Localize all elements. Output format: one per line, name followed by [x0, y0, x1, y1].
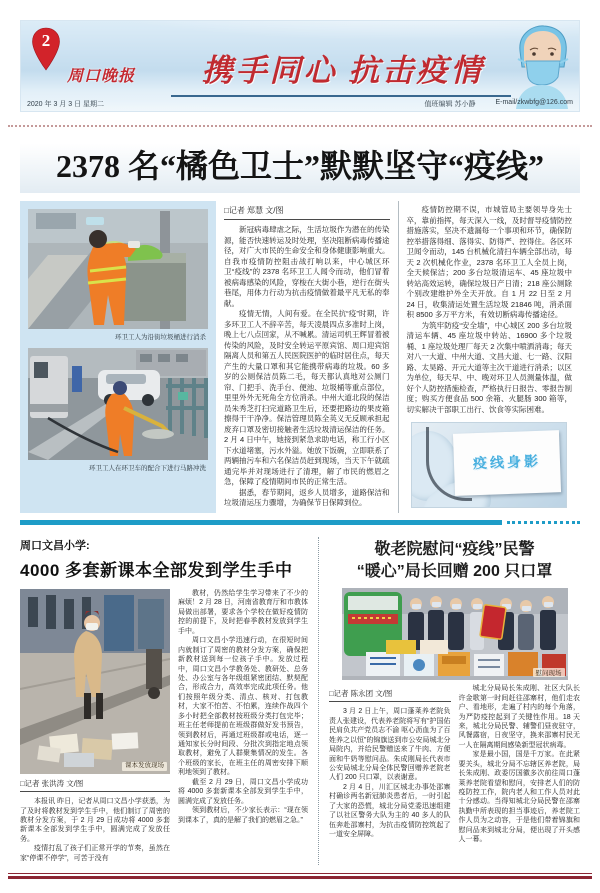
- article-school-column-1: [20, 589, 170, 863]
- masthead-banner: [20, 20, 580, 112]
- banner-rule: [171, 95, 511, 97]
- photo-textbook-distribution-image: [20, 589, 170, 774]
- article-police-headline-line2: “暖心”局长回赠 200 只口罩: [356, 562, 553, 580]
- photo-road-washing: [28, 348, 208, 460]
- paragraph: 本报讯 昨日，记者从周口文昌小学获悉，为了及时将教材发到学生手中，他们制订了周密的教材分发方案，于 2 月 29 日成功将 4000 多套新课本全部发到学生手中，圆满完成了发放任务。: [20, 798, 170, 843]
- paragraph: 家是最小国，国是千万家。在此紧要关头，城北分局不忘辖区养老院，局长朱成刚、政委厉国徽多次前往周口蓬莱养老院看望和慰问，安排老人们的防疫防控工作，院内老人和工作人员对此十分感动。当得知城北分局民警在邵寨执勤中所表现的担当事迹后，养老院工作人员为之动容，于是他们带着锦旗和慰问品来到城北分局，便出现了开头感人一幕。: [458, 751, 580, 844]
- photo-road-washing-image: [28, 348, 208, 460]
- article-police-headline-line1: 敬老院慰问“疫线”民警: [374, 541, 535, 558]
- paragraph: 2 月 4 日，川汇区城北办事处邵寨村确诊两名新冠肺炎患者后，一时引起了大家的恐慌，城北分局党委迅速组建了以社区警务大队为主的 40 多人的队伍奔赴邵寨村，为抗击疫情防控筑起了一道安全屏障。: [329, 783, 451, 838]
- photo-donation-scene-image: [342, 588, 568, 680]
- article-police-col1-text: [329, 707, 451, 839]
- teal-divider-dots: [507, 521, 580, 524]
- main-headline-block: [20, 135, 580, 193]
- bottom-articles: [20, 537, 580, 865]
- banner-slogan: 携手同心 抗击疫情: [201, 53, 485, 88]
- paragraph: 教材，仍然给学生学习带来了不少的麻烦！2 月 28 日，河南省教育厅和市教体局做出部署，要求各个学校在做好疫情防控的前提下，及时把春季教材发放到学生手中。: [178, 590, 308, 635]
- paragraph: 周口文昌小学迅速行动，在很短时间内就制订了周密的教材分发方案，确保把新教材送到每一位孩子手中。发放过程中，周口文昌小学教务处、教研处、总务处、办公室与各年级组紧密团结、默契配合，形成合力，高效率完成此项任务。他们按照年级分类、清点、核对、打包教材，大家不怕苦、不怕累，连续作战四个多小时把全部教材按班级分类打包完毕；班主任老师提前在班级群做好发书预告，领到教材后，再通过班级群或电话，逐一通知家长分时间段、分批次到指定地点领取教材，避免了人群聚集情况的发生。各个班级的家长，在班主任的周密安排下顺利地领到了教材。: [178, 637, 308, 777]
- paragraph: 据悉，春节期间，返乡人员增多，道路保洁和垃圾清运压力骤增，为确保节日保障到位。: [224, 487, 390, 508]
- article-school-body: [20, 589, 308, 863]
- photo-donation-scene: [342, 588, 568, 680]
- paragraph: 疫情打乱了孩子们正常开学的节奏，虽然在家“停课不停学”，可苦于没有: [20, 845, 170, 862]
- main-headline: 2378 名“橘色卫士”默默坚守“疫线”: [55, 148, 544, 184]
- paragraph: 3 月 2 日上午，周口蓬莱养老院负责人张建设，代表养老院将写有“护国佑民肩负共产党员志不渝 呕心沥血为了百姓养之以恒”的锦旗送到市公安局城北分局院内，并给民警赠送来了牛肉、方便面和牛奶等慰问品。朱成刚局长代表市公安局城北分局全体民警回赠养老院老人们 200 只口罩，以表谢意。: [329, 708, 451, 782]
- paragraph: 疫情无情，人间有爱。在全民抗“疫”时期，许多环卫工人不辞辛苦，每天凌晨四点多准时上岗，晚上七八点回家，从不喊累。清运司机王辉冒着被传染的风险，及时安全转运平原宾馆、周口迎宾馆隔离人员和第五人民医院医护的临时居住点，每天产生的大量口罩和其它能携带病毒的垃圾。60 多岁的公厕保洁员陈二毛，每天都认真地对公厕门帘、门把手、洗手台、便池、垃圾桶等重点部位，里里外外无死角全方位消杀。中州大道北段的保洁员朱秀芝打扫完道路卫生后，还要把路边的果皮箱擦得干干净净。保洁管理员陈全英义无反顾承担起废弃口罩及密切接触者生活垃圾清运保洁的任务。2 月 4 日中午，她接到紧急求助电话，称工行小区下水道堵塞，污水外溢。她放下饭碗，立即联系了两辆抽污车和六名保洁员赶到现场，当天下午就疏通完毕并对现场进行了清理，解了市民的燃眉之急，保障了疫情期间市民的正常生活。: [224, 309, 390, 487]
- paragraph: 领到教材后，不少家长表示：“现在领到课本了，真的是解了我们的燃眉之急。”: [178, 807, 308, 824]
- photo-bin-disinfection: [28, 209, 208, 329]
- paragraph: 为筑牢防疫“安全墙”，中心城区 200 多台垃圾清运车辆、45 座垃圾中转站、16900 多个垃圾桶、1 座垃圾处理厂每天 2 次集中喷洒消毒；每天对八一大道、中州大道、文昌大道、七一路、汉阳路、太昊路、开元大道等主次干道进行消杀；以区为单位，每天早、中、晚对环卫人员测量体温，做好个人防控措施检查，严格执行日报告、零报告制度；购买方便食品 500 余箱、火腿肠 300 箱等，切实解决干部职工出行、饮食等实际困难。: [406, 320, 572, 414]
- duty-editor: 值班编辑 苏小静: [424, 101, 476, 108]
- article-school-byline: □记者 张洪涛 文/图: [20, 779, 170, 792]
- article-school-column-2: [170, 589, 308, 863]
- top-dotted-rule: [8, 125, 592, 127]
- nurse-portrait-icon: [510, 23, 574, 109]
- teal-divider-bar: [20, 520, 502, 525]
- bottom-vertical-divider: [318, 537, 319, 865]
- photo-epidemic-frontline-badge: [412, 423, 566, 507]
- main-article-col2-text: [407, 205, 573, 415]
- article-police-col2-text: [459, 684, 581, 844]
- photo-bin-disinfection-image: [28, 209, 208, 329]
- photo-textbook-distribution: [20, 589, 170, 774]
- photo-police-caption: 慰问现场: [533, 668, 565, 677]
- article-school: [20, 537, 308, 865]
- article-police-column-2: [451, 684, 581, 844]
- main-article: [20, 201, 580, 513]
- photo1-caption: 环卫工人为沿街垃圾桶进行消杀: [115, 334, 206, 341]
- main-article-column-2: [398, 201, 581, 513]
- photo2-caption: 环卫工人在环卫车的配合下进行马路冲洗: [89, 465, 206, 472]
- article-police: [329, 537, 580, 865]
- article-police-byline: □记者 陈永团 文/图: [329, 689, 451, 702]
- article-police-body: [329, 684, 580, 844]
- article-school-kicker: 周口文昌小学:: [20, 540, 90, 552]
- footer-thick-rule: [8, 876, 592, 879]
- paragraph: 城北分局局长朱成刚、社区大队长许金歌第一时间赶往邵寨村，他们走农户、看地形，走遍了村内的每个角落，为严防疫控起到了关键性作用。18 天来，城北分局民警、辅警们昼夜驻守，风餐露宿，日夜坚守，换来邵寨村民无一人在隔离期间感染新型冠状病毒。: [458, 685, 580, 749]
- article-school-headline: 4000 多套新课本全部发到学生手中: [20, 561, 293, 580]
- teal-divider: [20, 520, 580, 525]
- paragraph: 截至 2 月 29 日，周口文昌小学成功将 4000 多套新课本全部发到学生手中，圆满完成了发放任务。: [178, 778, 308, 805]
- badge-card: [453, 430, 561, 496]
- page-number: 2: [41, 31, 51, 50]
- newspaper-name: 周口晚报: [67, 68, 136, 85]
- article-school-col1-text: [20, 797, 170, 863]
- banner-info-row: [27, 99, 573, 109]
- article-police-column-1: [329, 684, 451, 844]
- photo-school-caption: 课本发放现场: [122, 762, 167, 771]
- article-school-col2-text: [178, 589, 308, 825]
- issue-date: 2020 年 3 月 3 日 星期二: [27, 101, 105, 108]
- article-police-headline: [329, 539, 580, 582]
- contact-email: E-mail/zkwbfg@126.com: [495, 99, 573, 106]
- footer-thin-rule: [8, 873, 592, 874]
- photo-panel: [20, 201, 216, 513]
- badge-label: 疫线身影: [472, 453, 542, 472]
- main-article-col1-text: [224, 225, 390, 509]
- main-article-byline: □记者 郑慧 文/图: [224, 205, 390, 220]
- paragraph: 疫情防控期不误，市城管局主要领导身先士卒，靠前指挥，每天深入一线，及时督导疫情防控措施落实，坚决不遗漏每一个事项和环节，确保防控举措落得细、落得实、防得严、控得住。各区环卫闻令而动，145 台机械化清扫车辆全部出动，每天 2 次机械化作业，2378 名环卫工人全员上岗，全天候保洁；200 多台垃圾清运车、45 座垃圾中转站高效运转，确保垃圾日产日清；218 座公厕除个别改建维护外全天开放。自 1 月 22 日至 2 月 24 日，收集清运处置生活垃圾 21846 吨，消杀面积 8500 多万平方米，有效切断病毒传播途径。: [406, 205, 572, 319]
- paragraph: 新冠病毒肆虐之际，生活垃圾作为潜在的传染源，能否快速转运及时处理，坚决阻断病毒传播途径，对广大市民的生命安全和身体健康影响重大。自我市疫情防控阻击战打响以来，中心城区环卫“疫线”的 2378 名环卫工人闻令而动，他们冒着被病毒感染的风险，穿梭在大街小巷，逆行在街头巷尾，用体力行动为抗击疫情做着最平凡无私的奉献。: [224, 225, 390, 308]
- main-article-column-1: [216, 201, 398, 513]
